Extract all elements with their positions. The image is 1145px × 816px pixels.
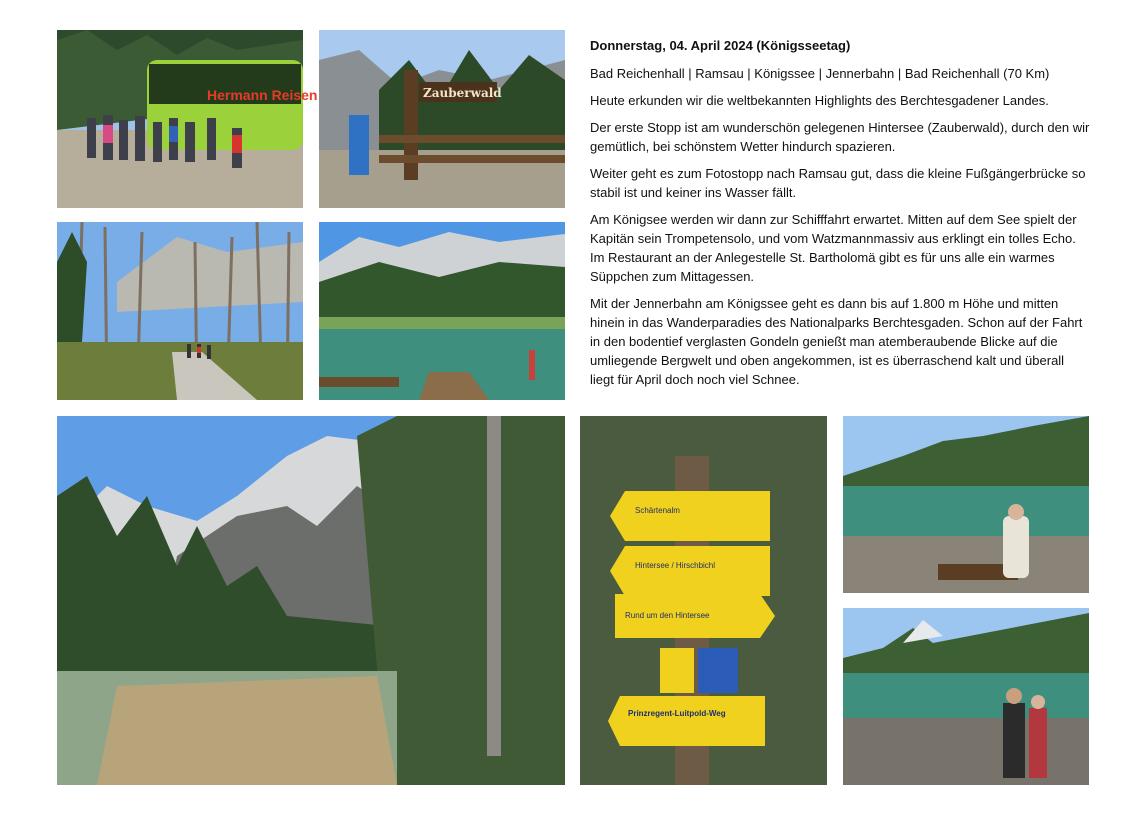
sign-text-4: Prinzregent-Luitpold-Weg: [628, 709, 726, 718]
photo-hintersee-landscape: [57, 416, 565, 785]
paragraph-jennerbahn: Mit der Jennerbahn am Königssee geht es dann bis auf 1.800 m Höhe und mitten hinein in das Wanderparadies des Nationalparks Berchtesgaden. Schon auf der Fahrt in den bodentief verglasten Gondeln genießt man atemberaubende Blicke auf die umliegende Bergwelt und oben angekommen, ist es überraschend kalt und überall liegt für April doch noch viel Schnee.: [590, 296, 1083, 387]
photo-lake-bridge: [319, 222, 565, 400]
page-title: Donnerstag, 04. April 2024 (Königsseetag): [590, 38, 851, 53]
paragraph-koenigsee: Am Königsee werden wir dann zur Schifffahrt erwartet. Mitten auf dem See spielt der Kapitän sein Trompetensolo, und vom Watzmannmassiv aus erklingt ein tolles Echo. Im Restaurant an der Anlegestelle St. Bartholomä gibt es für uns alle ein warmes Süppchen zum Mittagessen.: [590, 212, 1077, 284]
bus-lettering: Hermann Reisen: [207, 87, 318, 103]
zauberwald-sign-text: Zauberwald: [423, 86, 502, 100]
text-block: [590, 36, 1090, 397]
sign-text-1: Schärtenalm: [635, 506, 680, 515]
paragraph-intro: Heute erkunden wir die weltbekannten Highlights des Berchtesgadener Landes.: [590, 93, 1049, 108]
photo-zauberwald-sign: [319, 30, 565, 208]
photo-signpost: [580, 416, 827, 785]
photo-group-bus: [57, 30, 318, 208]
photo-woman-at-lake: [843, 416, 1089, 593]
photo-forest-path: [57, 222, 303, 400]
route-line: Bad Reichenhall | Ramsau | Königssee | Jennerbahn | Bad Reichenhall (70 Km): [590, 66, 1050, 81]
photo-couple-at-lake: [843, 608, 1089, 785]
sign-text-3: Rund um den Hintersee: [625, 611, 710, 620]
sign-text-2: Hintersee / Hirschbichl: [635, 561, 716, 570]
paragraph-hintersee: Der erste Stopp ist am wunderschön gelegenen Hintersee (Zauberwald), durch den wir gemütlich, bei schönstem Wetter hindurch spazieren.: [590, 120, 1090, 154]
paragraph-ramsau: Weiter geht es zum Fotostopp nach Ramsau gut, dass die kleine Fußgängerbrücke so stabil ist und keiner ins Wasser fällt.: [590, 166, 1086, 200]
